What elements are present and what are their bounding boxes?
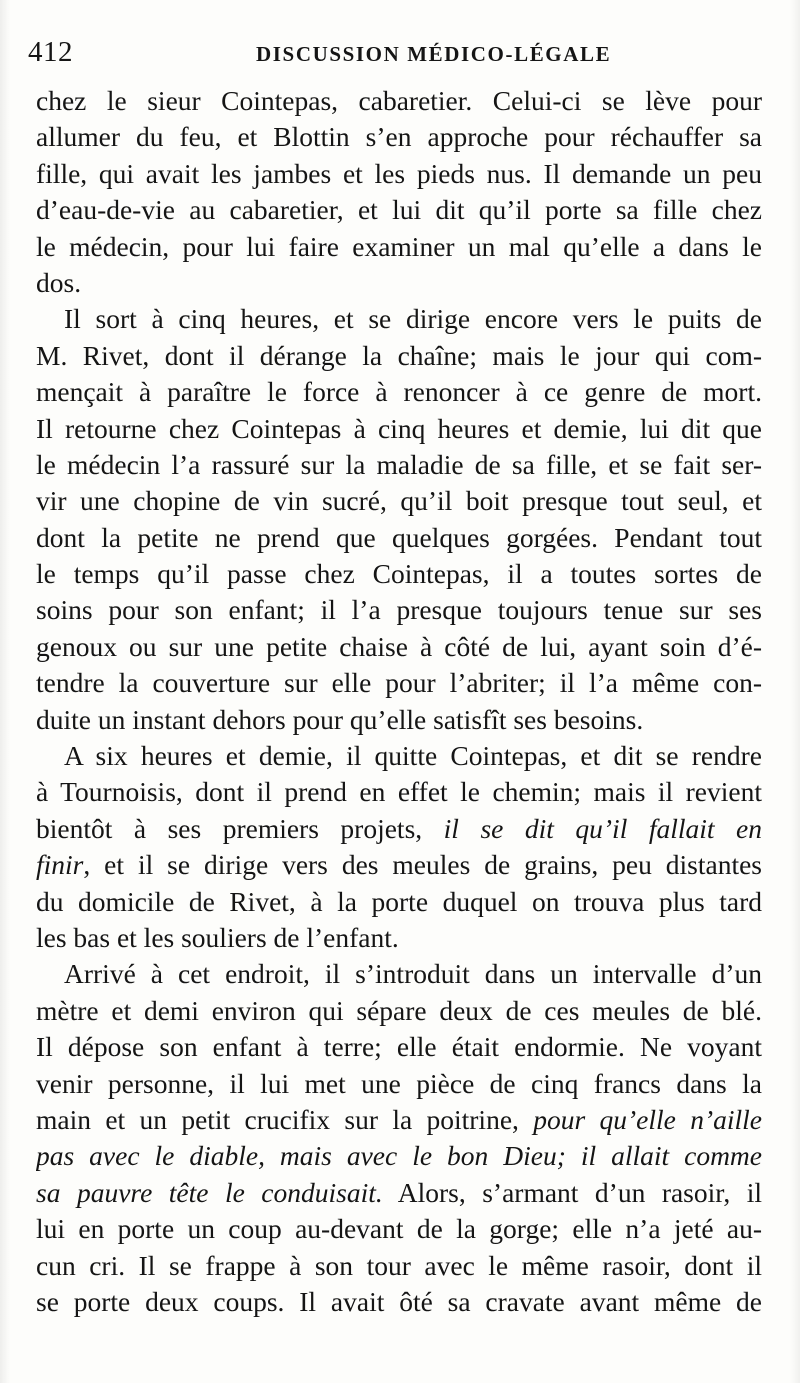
- text-line: finir, et il se dirige vers des meules de grains, peu distantes: [36, 849, 762, 881]
- text-line: [36, 1138, 762, 1174]
- italic-emphasis: pas avec le diable, mais avec le bon Dieu; il allait comme: [36, 1140, 762, 1172]
- text-line: le médecin, pour lui faire examiner un mal qu’elle a dans le: [36, 230, 762, 262]
- text-line: Il sort à cinq heures, et se dirige encore vers le puits de: [64, 303, 762, 335]
- page-number: 412: [28, 36, 73, 68]
- text-line: main et un petit crucifix sur la poitrine, pour qu’elle n’aille: [36, 1103, 762, 1135]
- text-line: dont la petite ne prend que quelques gorgées. Pendant tout: [36, 521, 762, 553]
- text-line: le temps qu’il passe chez Cointepas, il a toutes sortes de: [36, 558, 762, 590]
- text-line: M. Rivet, dont il dérange la chaîne; mais le jour qui com-: [36, 339, 762, 371]
- text-line: vir une chopine de vin sucré, qu’il boit presque tout seul, et: [36, 485, 762, 517]
- text-line: tendre la couverture sur elle pour l’abriter; il l’a même con-: [36, 667, 762, 699]
- text-line: d’eau-de-vie au cabaretier, et lui dit qu’il porte sa fille chez: [36, 194, 762, 226]
- text-line: Il retourne chez Cointepas à cinq heures et demie, lui dit que: [36, 412, 762, 444]
- text-line: à Tournoisis, dont il prend en effet le chemin; mais il revient: [36, 776, 762, 808]
- text-line: lui en porte un coup au-devant de la gorge; elle n’a jeté au-: [36, 1213, 762, 1245]
- text-line: mètre et demi environ qui sépare deux de ces meules de blé.: [36, 994, 762, 1026]
- italic-emphasis: il se dit qu’il fallait en: [443, 812, 762, 844]
- text-line: Il dépose son enfant à terre; elle était endormie. Ne voyant: [36, 1031, 762, 1063]
- text-line: bientôt à ses premiers projets, il se dit qu’il fallait en: [36, 812, 762, 844]
- text-line: venir personne, il lui met une pièce de cinq francs dans la: [36, 1067, 762, 1099]
- text-line: sa pauvre tête le conduisait. Alors, s’armant d’un rasoir, il: [36, 1176, 762, 1208]
- page-edge-shadow-left: [0, 0, 10, 1383]
- page-edge-shadow-right: [790, 0, 800, 1383]
- text-line: chez le sieur Cointepas, cabaretier. Celui-ci se lève pour: [36, 85, 762, 116]
- text-line: fille, qui avait les jambes et les pieds nus. Il demande un peu: [36, 157, 762, 189]
- text-line: Arrivé à cet endroit, il s’introduit dans un intervalle d’un: [64, 958, 762, 990]
- text-line: les bas et les souliers de l’enfant.: [36, 921, 399, 953]
- text-line: dos.: [36, 266, 82, 298]
- text-line: se porte deux coups. Il avait ôté sa cravate avant même de: [36, 1285, 762, 1317]
- text-line: du domicile de Rivet, à la porte duquel on trouva plus tard: [36, 885, 762, 917]
- running-head: DISCUSSION MÉDICO-LÉGALE: [256, 42, 612, 66]
- italic-emphasis: sa pauvre tête le conduisait.: [36, 1176, 383, 1208]
- text-line: duite un instant dehors pour qu’elle satisfît ses besoins.: [36, 703, 644, 735]
- text-line: mençait à paraître le force à renoncer à ce genre de mort.: [36, 376, 762, 408]
- italic-emphasis: pour qu’elle n’aille: [533, 1103, 762, 1135]
- body-text: [36, 83, 762, 1320]
- text-line: cun cri. Il se frappe à son tour avec le même rasoir, dont il: [36, 1249, 762, 1281]
- italic-emphasis: finir: [36, 849, 84, 881]
- page-header: [28, 36, 768, 76]
- text-line: le médecin l’a rassuré sur la maladie de sa fille, et se fait ser-: [36, 448, 762, 480]
- text-line: A six heures et demie, il quitte Cointepas, et dit se rendre: [64, 740, 762, 772]
- text-line: allumer du feu, et Blottin s’en approche pour réchauffer sa: [36, 121, 762, 153]
- text-line: soins pour son enfant; il l’a presque toujours tenue sur ses: [36, 594, 762, 626]
- text-line: genoux ou sur une petite chaise à côté de lui, ayant soin d’é-: [36, 630, 762, 662]
